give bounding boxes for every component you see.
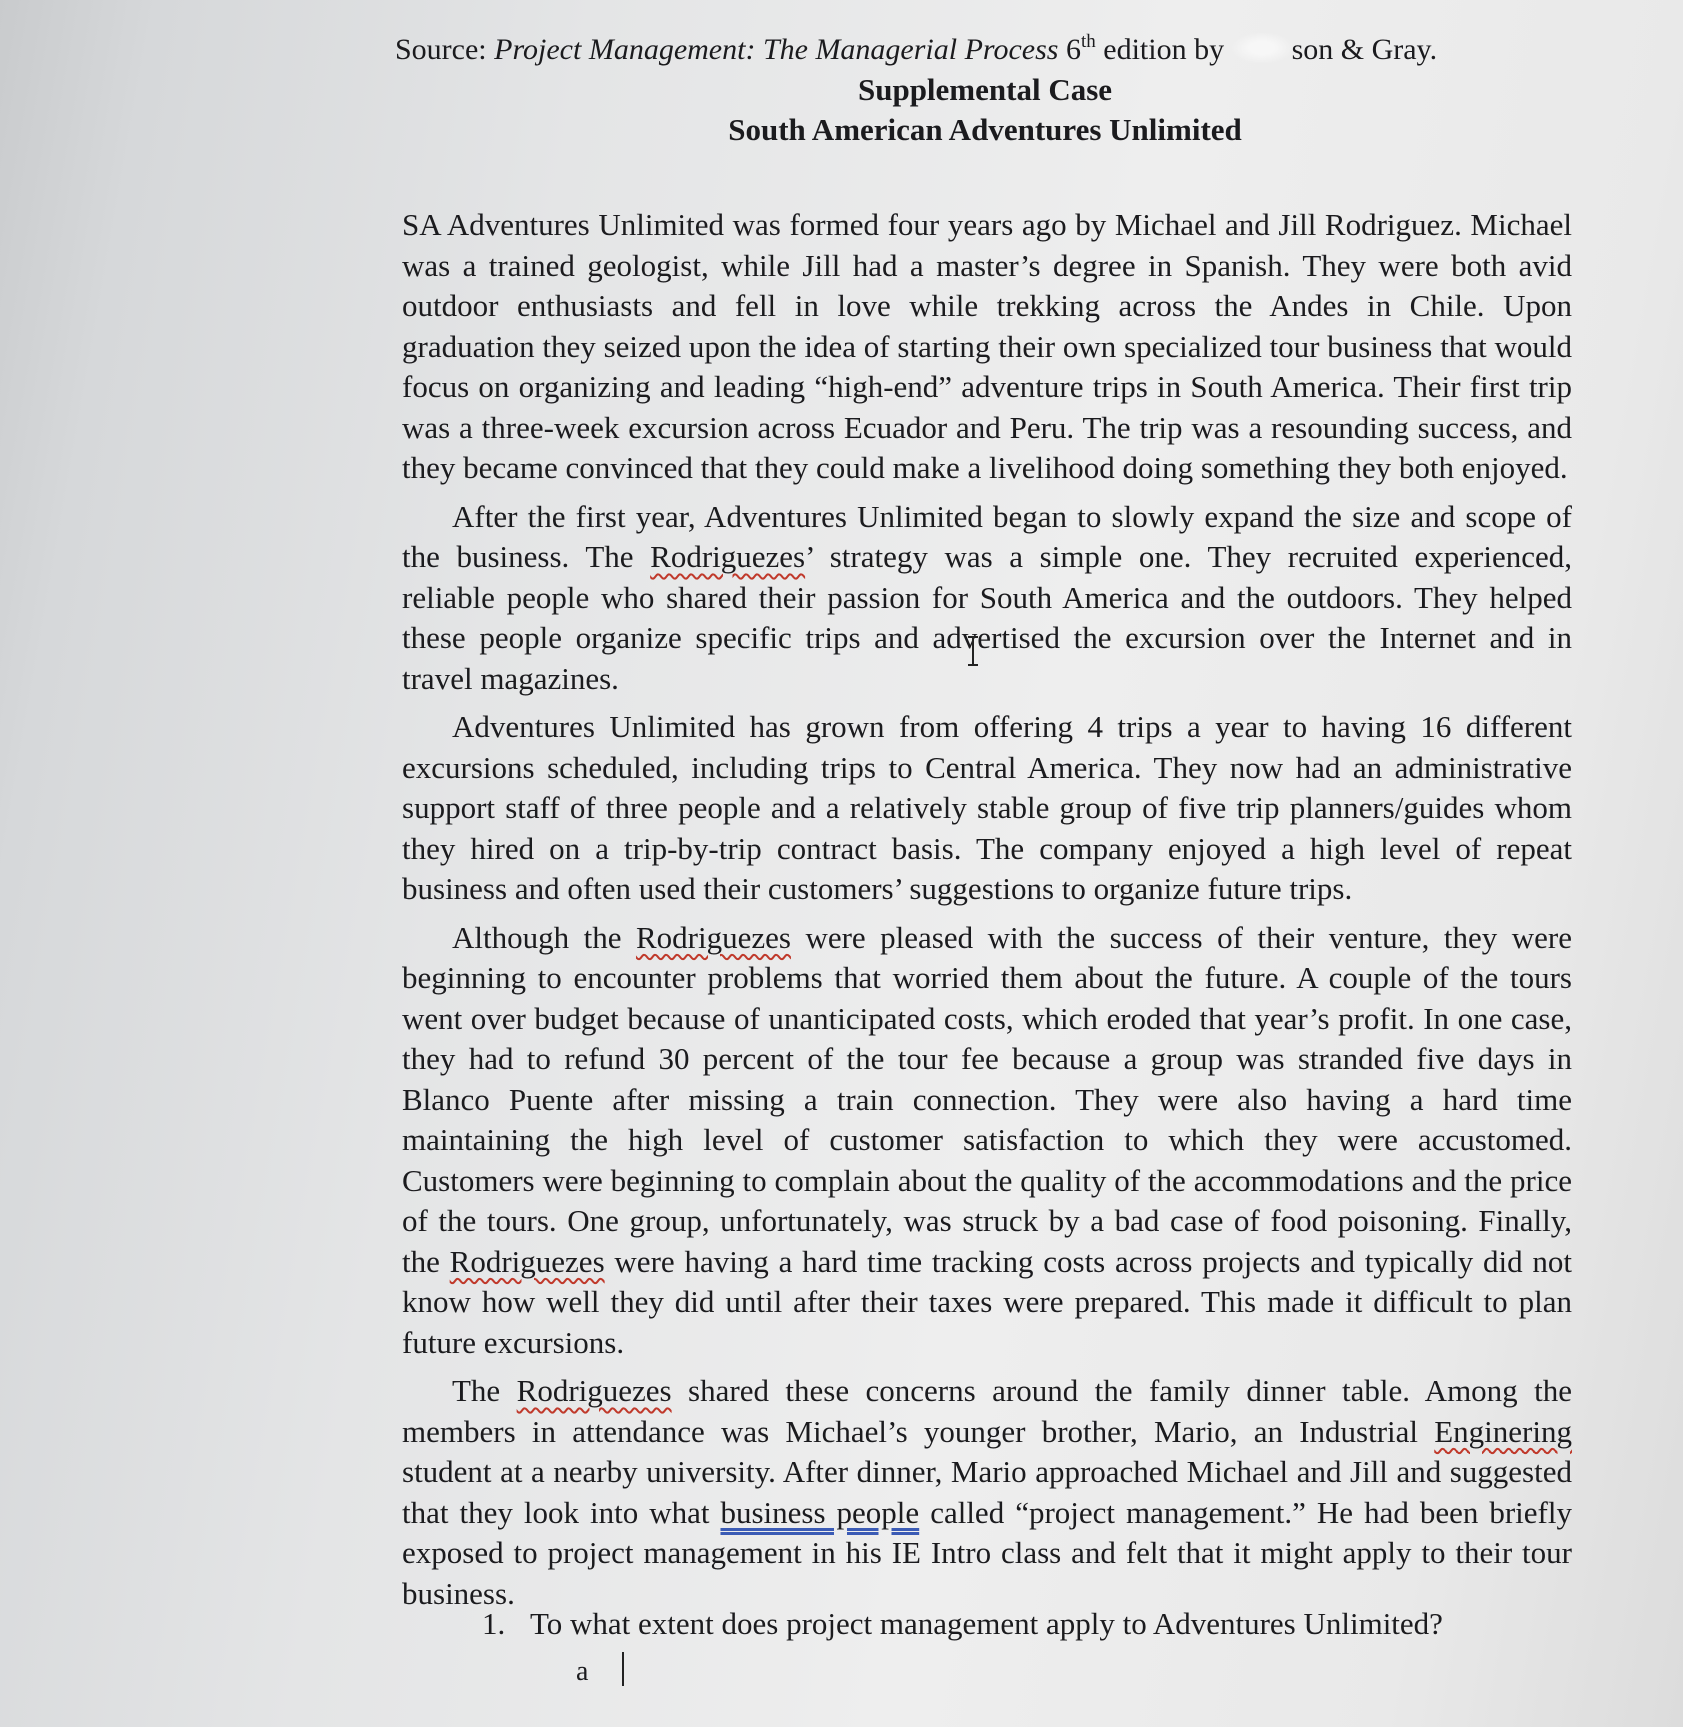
paragraph-2 [402, 497, 1572, 700]
document-page [395, 30, 1575, 150]
question-1 [482, 1604, 1443, 1644]
edition-rest: edition by [1095, 33, 1232, 66]
case-title: South American Adventures Unlimited [728, 112, 1242, 147]
answer-label: a [576, 1656, 589, 1687]
spellcheck-flag[interactable]: Rodriguezes [650, 539, 806, 574]
spellcheck-flag[interactable]: Rodriguezes [449, 1243, 605, 1279]
edition-superscript: th [1080, 31, 1096, 52]
document-body[interactable] [402, 205, 1572, 1622]
author-fragment: son & Gray. [1291, 33, 1438, 66]
source-prefix: Source: [395, 33, 495, 66]
paragraph-2-text-a: After the first year, Adventures Unlimited began to slowly expand the size and scope of the business. The [402, 498, 1572, 574]
paragraph-4 [402, 918, 1572, 1364]
paragraph-5-text-a: The [452, 1373, 517, 1408]
paragraph-5-text-d: called “project management.” He had been briefly exposed to project management in his IE Intro class and felt that it might apply to their tour business. [402, 1494, 1572, 1611]
case-heading: Supplemental Case [857, 72, 1113, 107]
paragraph-3: Adventures Unlimited has grown from offering 4 trips a year to having 16 different excursions scheduled, including trips to Central America. They now had an administrative support staff of three people and a relatively stable group of five trip planners/guides whom they hired on a trip-by-trip contract basis. The company enjoyed a high level of repeat business and often used their customers’ suggestions to organize future trips. [402, 709, 1572, 906]
spellcheck-flag[interactable]: Rodriguezes [635, 919, 791, 955]
paragraph-5-text-c: student at a nearby university. After dinner, Mario approached Michael and Jill and suggested that they look into what [402, 1454, 1572, 1530]
answer-line[interactable] [576, 1652, 624, 1692]
paragraph-2-text-b: ’ strategy was a simple one. They recruited experienced, reliable people who shared their passion for South America and the outdoors. They helped these people organize specific trips and advertised the excursion over the Internet and in travel magazines. [402, 539, 1573, 696]
paragraph-4-text-c: were having a hard time tracking costs across projects and typically did not know how well they did until after their taxes were prepared. This made it difficult to plan future excursions. [402, 1243, 1573, 1360]
grammar-flag[interactable]: business people [720, 1494, 920, 1530]
paragraph-4-text-b: were pleased with the success of their venture, they were beginning to encounter problems that worried them about the future. A couple of the tours went over budget because of unanticipated costs, which eroded that year’s profit. In one case, they had to refund 30 percent of the tour fee because a group was stranded five days in Blanco Puente after missing a train connection. They were also having a hard time maintaining the high level of customer satisfaction to which they were accustomed. Customers were beginning to complain about the quality of the accommodations and the price of the tours. One group, unfortunately, was struck by a bad case of food poisoning. Finally, the [402, 919, 1572, 1279]
ibeam-cursor-icon [966, 636, 980, 666]
book-title: Project Management: The Managerial Process [494, 33, 1059, 66]
question-text: To what extent does project management apply to Adventures Unlimited? [530, 1606, 1443, 1641]
paragraph-5-text-b: shared these concerns around the family dinner table. Among the members in attendance was Michael’s younger brother, Mario, an Industrial [402, 1373, 1572, 1449]
obscured-text [1232, 33, 1292, 63]
paragraph-4-text-a: Although the [452, 919, 636, 955]
spellcheck-flag[interactable]: Rodriguezes [516, 1373, 672, 1408]
spellcheck-flag[interactable]: Enginering [1434, 1413, 1572, 1449]
paragraph-5 [402, 1371, 1572, 1614]
source-line [395, 30, 1575, 70]
edition-number: 6 [1058, 33, 1081, 66]
text-cursor [622, 1652, 624, 1686]
paragraph-1: SA Adventures Unlimited was formed four years ago by Michael and Jill Rodriguez. Michael was a trained geologist, while Jill had a master’s degree in Spanish. They were both avid outdoor enthusiasts and fell in love while trekking across the Andes in Chile. Upon graduation they seized upon the idea of starting their own specialized tour business that would focus on organizing and leading “high-end” adventure trips in South America. Their first trip was a three-week excursion across Ecuador and Peru. The trip was a resounding success, and they became convinced that they could make a livelihood doing something they both enjoyed. [402, 207, 1572, 485]
question-number: 1. [482, 1606, 506, 1641]
